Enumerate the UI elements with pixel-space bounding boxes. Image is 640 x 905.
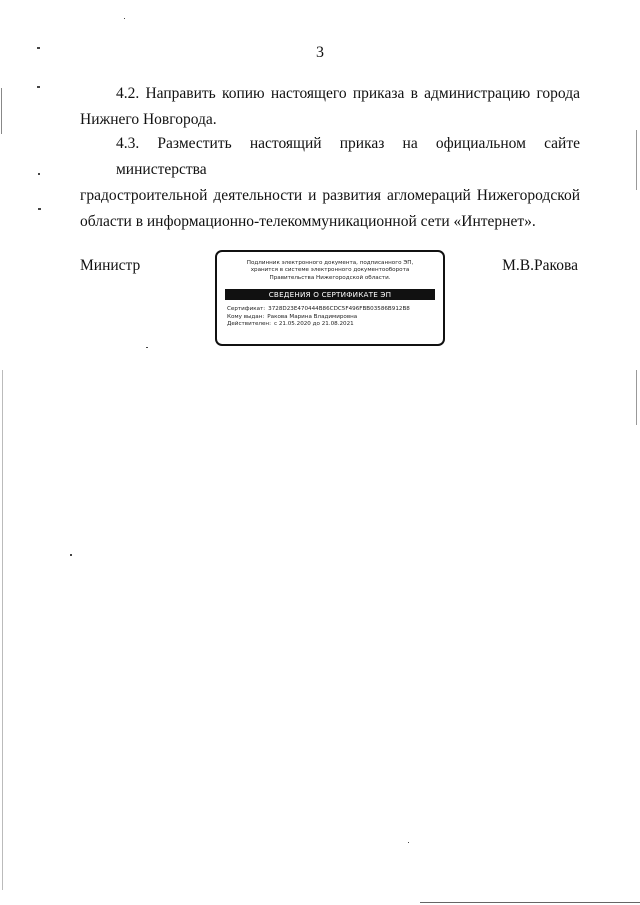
- stamp-notice: [217, 260, 443, 282]
- scan-speck: [38, 173, 40, 175]
- scan-speck: [124, 18, 125, 19]
- stamp-certificate-value: 3728D23E470444B86CDC5F496FBB03586B912B8: [268, 306, 410, 313]
- scan-speck: [146, 347, 148, 348]
- paragraph-line: 4.2. Направить копию настоящего приказа в администрацию города: [116, 85, 580, 102]
- stamp-notice-line: Правительства Нижегородской области.: [269, 274, 391, 281]
- scan-edge-line: [636, 130, 637, 190]
- scan-speck: [37, 47, 40, 49]
- stamp-certificate-row: [227, 306, 443, 313]
- paragraph-line: градостроительной деятельности и развития агломераций Нижегородской: [80, 187, 580, 204]
- scan-speck: [70, 554, 72, 556]
- scan-speck: [38, 208, 41, 210]
- scan-speck: [37, 86, 40, 88]
- scan-edge-line: [636, 370, 637, 425]
- stamp-certificate-label: Сертификат:: [227, 306, 266, 313]
- paragraph-4-2: [80, 81, 580, 133]
- stamp-notice-line: Подлинник электронного документа, подписанного ЭП,: [246, 260, 414, 266]
- stamp-valid-value: с 21.05.2020 до 21.08.2021: [273, 321, 354, 328]
- stamp-header: СВЕДЕНИЯ О СЕРТИФИКАТЕ ЭП: [225, 289, 435, 300]
- stamp-issued-to-label: Кому выдан:: [227, 313, 265, 320]
- paragraph-4-3: [80, 131, 580, 235]
- stamp-valid-row: [227, 321, 443, 328]
- paragraph-line: области в информационно-телекоммуникационной сети «Интернет».: [80, 213, 536, 230]
- stamp-issued-to-value: Ракова Марина Владимировна: [267, 313, 358, 320]
- paragraph-line: 4.3. Разместить настоящий приказ на официальном сайте министерства: [116, 135, 580, 178]
- scan-edge-line: [2, 370, 3, 890]
- scan-edge-line: [420, 902, 640, 903]
- signer-name: М.В.Ракова: [502, 257, 578, 274]
- stamp-details: [227, 306, 443, 328]
- scan-speck: [408, 842, 409, 843]
- stamp-notice-line: хранится в системе электронного документооборота: [250, 267, 410, 274]
- signature-stamp: [215, 250, 445, 346]
- scan-edge-line: [1, 88, 2, 134]
- stamp-issued-to-row: [227, 314, 443, 321]
- signer-title: Министр: [80, 257, 141, 274]
- stamp-valid-label: Действителен:: [227, 321, 271, 328]
- paragraph-line: Нижнего Новгорода.: [80, 111, 217, 128]
- page-number: 3: [316, 44, 324, 61]
